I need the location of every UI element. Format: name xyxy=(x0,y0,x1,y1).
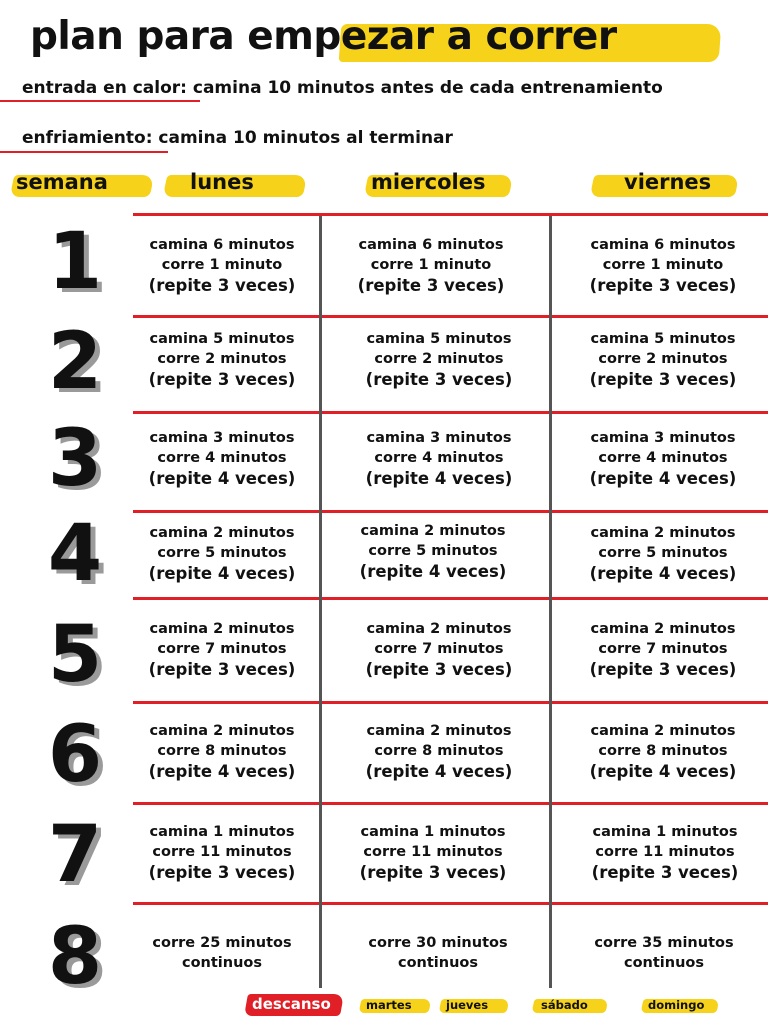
cell-line: corre 5 minutos xyxy=(157,545,287,561)
cell-line: corre 1 minuto xyxy=(602,257,724,273)
header-viernes: viernes xyxy=(624,170,712,194)
row-divider xyxy=(133,510,768,513)
cell-line: continuos xyxy=(397,955,479,971)
row-divider xyxy=(133,411,768,414)
cell-line: camina 5 minutos xyxy=(590,331,736,347)
cell-miercoles xyxy=(334,721,544,783)
cell-lunes xyxy=(117,619,327,681)
cell-repeat: (repite 3 veces) xyxy=(589,370,737,389)
cell-viernes xyxy=(558,329,768,391)
cell-line: camina 1 minutos xyxy=(360,824,506,840)
rest-day-sabado: sábado xyxy=(541,998,588,1012)
cell-lunes xyxy=(117,933,327,973)
cell-line: camina 1 minutos xyxy=(149,824,295,840)
cell-viernes xyxy=(559,933,768,973)
week-number: 4 xyxy=(47,509,103,599)
cell-line: camina 2 minutos xyxy=(366,723,512,739)
cell-line: continuos xyxy=(181,955,263,971)
cell-miercoles xyxy=(334,428,544,490)
cell-line: corre 8 minutos xyxy=(157,743,287,759)
cell-line: corre 5 minutos xyxy=(598,545,728,561)
cell-line: corre 2 minutos xyxy=(157,351,287,367)
cell-line: camina 2 minutos xyxy=(590,525,736,541)
cell-viernes xyxy=(558,721,768,783)
cell-line: corre 25 minutos xyxy=(152,935,292,951)
rest-day-jueves: jueves xyxy=(446,998,489,1012)
cell-miercoles xyxy=(333,933,543,973)
row-divider xyxy=(133,902,768,905)
row-divider xyxy=(133,597,768,600)
rest-label: descanso xyxy=(252,995,331,1013)
cell-viernes xyxy=(558,619,768,681)
cell-line: camina 2 minutos xyxy=(149,723,295,739)
cell-line: camina 3 minutos xyxy=(366,430,512,446)
header-week: semana xyxy=(16,170,108,194)
cell-repeat: (repite 4 veces) xyxy=(148,469,296,488)
cell-line: corre 35 minutos xyxy=(594,935,734,951)
cell-line: corre 4 minutos xyxy=(374,450,504,466)
cell-line: corre 30 minutos xyxy=(368,935,508,951)
cell-line: corre 11 minutos xyxy=(363,844,503,860)
week-number: 5 xyxy=(47,610,103,700)
cell-repeat: (repite 4 veces) xyxy=(359,562,507,581)
cell-repeat: (repite 3 veces) xyxy=(148,276,296,295)
cell-lunes xyxy=(117,329,327,391)
cell-line: corre 1 minuto xyxy=(161,257,283,273)
cell-miercoles xyxy=(328,521,538,583)
row-divider xyxy=(133,802,768,805)
cell-line: corre 2 minutos xyxy=(598,351,728,367)
cell-repeat: (repite 3 veces) xyxy=(359,863,507,882)
cell-line: camina 2 minutos xyxy=(360,523,506,539)
cell-miercoles xyxy=(326,235,536,297)
cooldown-note: enfriamiento: camina 10 minutos al terminar xyxy=(22,128,453,148)
cell-repeat: (repite 4 veces) xyxy=(148,762,296,781)
column-divider xyxy=(549,216,552,988)
cell-line: corre 2 minutos xyxy=(374,351,504,367)
cooldown-underline xyxy=(0,151,168,153)
row-divider xyxy=(133,213,768,216)
cell-line: corre 4 minutos xyxy=(157,450,287,466)
cell-line: corre 1 minuto xyxy=(370,257,492,273)
cell-miercoles xyxy=(334,619,544,681)
cell-miercoles xyxy=(334,329,544,391)
cell-line: camina 6 minutos xyxy=(358,237,504,253)
cell-line: corre 4 minutos xyxy=(598,450,728,466)
cell-lunes xyxy=(117,523,327,585)
cell-line: camina 5 minutos xyxy=(149,331,295,347)
cell-viernes xyxy=(558,428,768,490)
cell-line: corre 11 minutos xyxy=(595,844,735,860)
week-number: 2 xyxy=(47,317,103,407)
cell-line: corre 7 minutos xyxy=(374,641,504,657)
cell-repeat: (repite 3 veces) xyxy=(365,660,513,679)
cell-repeat: (repite 4 veces) xyxy=(365,469,513,488)
cell-line: corre 8 minutos xyxy=(598,743,728,759)
cell-repeat: (repite 3 veces) xyxy=(148,370,296,389)
rest-day-domingo: domingo xyxy=(648,998,705,1012)
cell-repeat: (repite 3 veces) xyxy=(148,660,296,679)
cell-line: corre 11 minutos xyxy=(152,844,292,860)
cell-lunes xyxy=(117,721,327,783)
cell-line: corre 7 minutos xyxy=(157,641,287,657)
week-number: 1 xyxy=(47,217,103,307)
cell-line: camina 1 minutos xyxy=(592,824,738,840)
cell-line: corre 7 minutos xyxy=(598,641,728,657)
cell-repeat: (repite 3 veces) xyxy=(589,660,737,679)
cell-viernes xyxy=(558,523,768,585)
week-number: 6 xyxy=(47,710,103,800)
cell-repeat: (repite 3 veces) xyxy=(148,863,296,882)
cell-repeat: (repite 3 veces) xyxy=(357,276,505,295)
header-lunes: lunes xyxy=(190,170,254,194)
cell-repeat: (repite 4 veces) xyxy=(589,762,737,781)
cell-line: camina 3 minutos xyxy=(149,430,295,446)
cell-viernes xyxy=(560,822,768,884)
cell-line: camina 2 minutos xyxy=(590,723,736,739)
header-miercoles: miercoles xyxy=(371,170,486,194)
page-title: plan para empezar a correr xyxy=(30,14,617,59)
warmup-note: entrada en calor: camina 10 minutos antes de cada entrenamiento xyxy=(22,78,663,98)
cell-repeat: (repite 4 veces) xyxy=(589,469,737,488)
cell-line: camina 6 minutos xyxy=(590,237,736,253)
cell-lunes xyxy=(117,822,327,884)
cell-repeat: (repite 3 veces) xyxy=(591,863,739,882)
row-divider xyxy=(133,315,768,318)
row-divider xyxy=(133,701,768,704)
cell-line: corre 8 minutos xyxy=(374,743,504,759)
cell-line: camina 3 minutos xyxy=(590,430,736,446)
cell-repeat: (repite 4 veces) xyxy=(148,564,296,583)
cell-line: camina 6 minutos xyxy=(149,237,295,253)
cell-repeat: (repite 4 veces) xyxy=(365,762,513,781)
cell-line: camina 2 minutos xyxy=(149,621,295,637)
cell-line: corre 5 minutos xyxy=(368,543,498,559)
cell-repeat: (repite 3 veces) xyxy=(365,370,513,389)
cell-viernes xyxy=(558,235,768,297)
week-number: 7 xyxy=(47,810,103,900)
rest-day-martes: martes xyxy=(366,998,412,1012)
cell-repeat: (repite 3 veces) xyxy=(589,276,737,295)
cell-lunes xyxy=(117,235,327,297)
week-number: 3 xyxy=(47,414,103,504)
warmup-underline xyxy=(0,100,200,102)
cell-miercoles xyxy=(328,822,538,884)
cell-line: camina 2 minutos xyxy=(149,525,295,541)
cell-line: camina 2 minutos xyxy=(366,621,512,637)
cell-repeat: (repite 4 veces) xyxy=(589,564,737,583)
cell-line: camina 2 minutos xyxy=(590,621,736,637)
cell-line: camina 5 minutos xyxy=(366,331,512,347)
cell-lunes xyxy=(117,428,327,490)
cell-line: continuos xyxy=(623,955,705,971)
week-number: 8 xyxy=(47,912,103,1002)
